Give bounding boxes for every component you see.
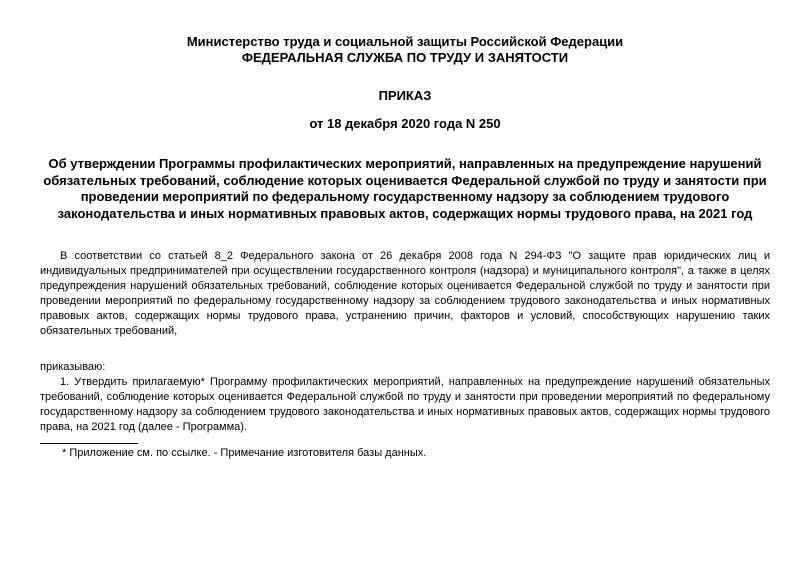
preamble-paragraph: В соответствии со статьей 8_2 Федерального закона от 26 декабря 2008 года N 294-ФЗ "О защите прав юридических лиц и индивидуальных предпринимателей при осуществлении государственного контроля (надзора) и муниципального контроля", а также в целях предупреждения нарушений обязательных требований, соблюдение которых оценивается Федеральной службой по труду и занятости при проведении мероприятий по федеральному государственному надзору за соблюдением трудового законодательства и иных нормативных правовых актов, содержащих нормы трудового права, устранению причин, факторов и условий, способствующих нарушению таких обязательных требований, xyxy=(40,250,770,337)
document-title: Об утверждении Программы профилактических мероприятий, направленных на предупреждение нарушений обязательных требований, соблюдение которых оценивается Федеральной службой по труду и занятости при проведении мероприятий по федеральному государственному надзору за соблюдением трудового законодательства и иных нормативных правовых актов, содержащих нормы трудового права, на 2021 год xyxy=(43,156,767,221)
footnote-divider xyxy=(40,443,138,444)
order-type: ПРИКАЗ xyxy=(378,88,432,103)
ministry-name: Министерство труда и социальной защиты Российской Федерации xyxy=(186,34,624,49)
order-date: от 18 декабря 2020 года N 250 xyxy=(309,116,501,131)
footnote-text: * Приложение см. по ссылке. - Примечание изготовителя базы данных. xyxy=(62,447,427,459)
order-word: приказываю: xyxy=(40,361,106,373)
service-name: ФЕДЕРАЛЬНАЯ СЛУЖБА ПО ТРУДУ И ЗАНЯТОСТИ xyxy=(241,50,569,65)
order-item-1: 1. Утвердить прилагаемую* Программу профилактических мероприятий, направленных на предупреждение нарушений обязательных требований, соблюдение которых оценивается Федеральной службой по труду и занятости при проведении мероприятий по федеральному государственному надзору за соблюдением трудового законодательства и иных нормативных правовых актов, содержащих нормы трудового права, на 2021 год (далее - Программа). xyxy=(40,376,770,433)
document-page xyxy=(40,34,770,461)
